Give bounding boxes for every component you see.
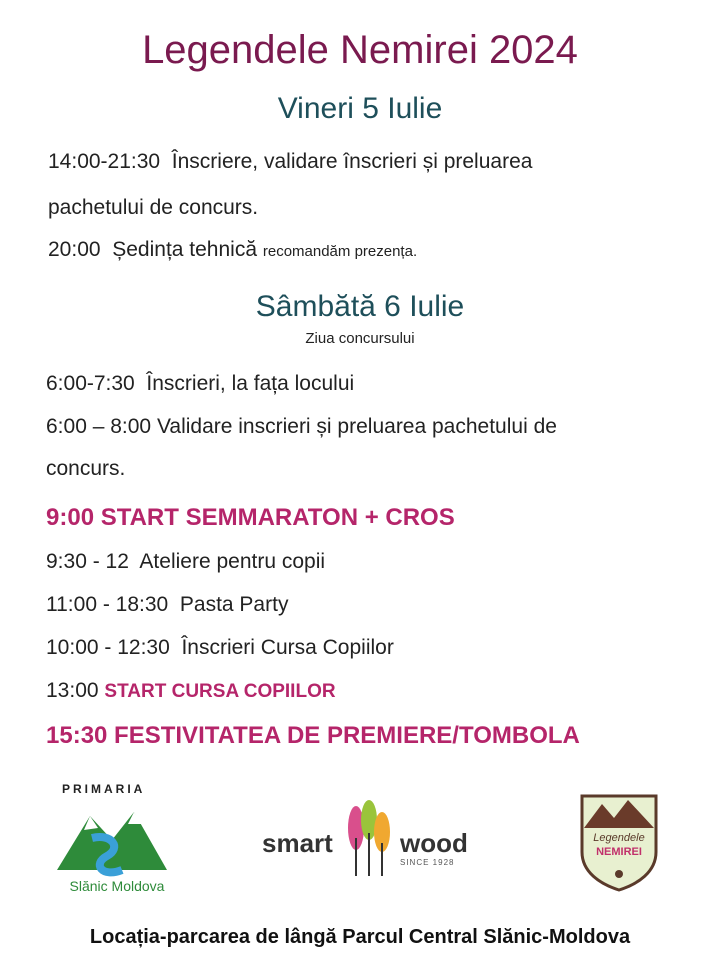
smartwood-logo: smart wood SINCE 1928 xyxy=(262,798,477,878)
mountain-icon xyxy=(52,798,172,878)
day2-item-inscrieri-copii: 10:00 - 12:30 Înscrieri Cursa Copiilor xyxy=(46,636,394,659)
day2-item-2: 6:00 – 8:00 Validare inscrieri și preluarea pachetului de xyxy=(46,415,557,438)
day2-item-start-copii: 13:00 START CURSA COPIILOR xyxy=(46,679,336,702)
day2-item-ateliere: 9:30 - 12 Ateliere pentru copii xyxy=(46,550,326,573)
location-footer: Locația-parcarea de lângă Parcul Central Slănic-Moldova xyxy=(89,926,631,948)
day2-item-1: 6:00-7:30 Înscrieri, la fața locului xyxy=(46,372,355,395)
start-semimaraton: 9:00 START SEMMARATON + CROS xyxy=(46,504,455,531)
legendele-badge: Legendele NEMIREI xyxy=(578,788,660,892)
day2-item-pasta: 11:00 - 18:30 Pasta Party xyxy=(46,593,289,616)
day2-heading: Sâmbătă 6 Iulie xyxy=(255,290,465,323)
day1-heading: Vineri 5 Iulie xyxy=(277,92,443,125)
primaria-logo xyxy=(52,782,172,898)
page-title: Legendele Nemirei 2024 xyxy=(142,28,578,72)
day1-item-2: 20:00 Ședința tehnică recomandăm prezența. xyxy=(48,238,418,261)
trees-icon xyxy=(344,798,394,878)
day1-item-1: 14:00-21:30 Înscriere, validare înscrieri și preluarea xyxy=(48,150,533,173)
day2-subheading: Ziua concursului xyxy=(305,330,415,347)
day1-item-1-cont: pachetului de concurs. xyxy=(48,196,259,219)
primaria-label: PRIMARIA xyxy=(62,782,146,796)
festivitatea: 15:30 FESTIVITATEA DE PREMIERE/TOMBOLA xyxy=(46,722,580,749)
primaria-town: Slănic Moldova xyxy=(69,878,165,894)
day2-item-2-cont: concurs. xyxy=(46,457,126,480)
